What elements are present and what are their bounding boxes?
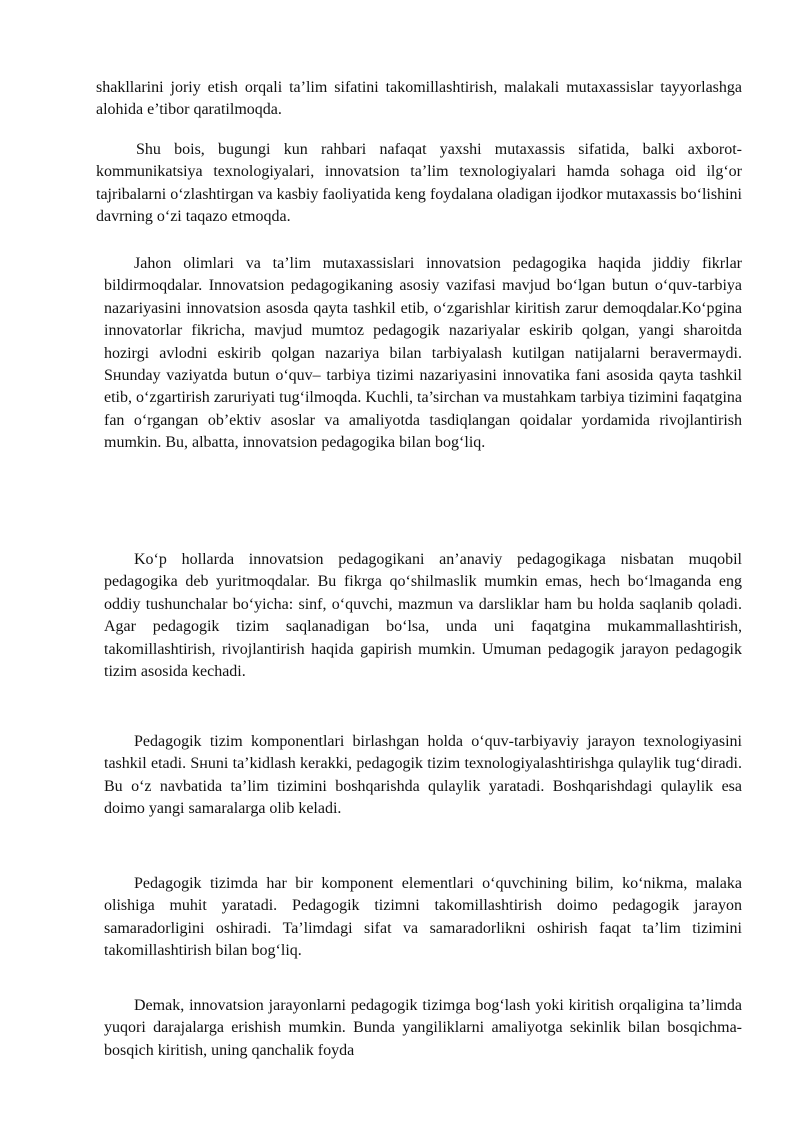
paragraph-5: Pedagogik tizim komponentlari birlashgan holda o‘quv-tarbiyaviy jarayon texnologiyasini tashkil etadi. Sнuni ta’kidlash kerakki, pedagogik tizim texnologiyalashtirishga qulaylik tug‘diradi. Bu o‘z navbatida ta’lim tizimini boshqarishda qulaylik yaratadi. Boshqarishdagi qulaylik esa doimo yangi samaralarga olib keladi. xyxy=(104,733,742,818)
paragraph-6: Pedagogik tizimda har bir komponent elementlari o‘quvchining bilim, ko‘nikma, malaka olishiga muhit yaratadi. Pedagogik tizimni takomillashtirish doimo pedagogik jarayon samaradorligini oshiradi. Ta’limdagi sifat va samaradorlikni oshirish faqat ta’lim tizimini takomillashtirish bilan bog‘liq. xyxy=(104,875,742,960)
paragraph-2: Shu bois, bugungi kun rahbari nafaqat yaxshi mutaxassis sifatida, balki axborot-kommunikatsiya texnologiyalari, innovatsion ta’lim texnologiyalari hamda sohaga oid ilg‘or tajribalarni o‘zlashtirgan va kasbiy faoliyatida keng foydalana oladigan ijodkor mutaxassis bo‘lishini davrning o‘zi taqazo etmoqda. xyxy=(96,141,742,226)
paragraph-1: shakllarini joriy etish orqali ta’lim sifatini takomillashtirish, malakali mutaxassislar tayyorlashga alohida e’tibor qaratilmoqda. xyxy=(96,79,742,119)
paragraph-4: Ko‘p hollarda innovatsion pedagogikani an’anaviy pedagogikaga nisbatan muqobil pedagogika deb yuritmoqdalar. Bu fikrga qo‘shilmaslik mumkin emas, hech bo‘lmaganda eng oddiy tushunchalar bo‘yicha: sinf, o‘quvchi, mazmun va darsliklar ham bu holda saqlanib qoladi. Agar pedagogik tizim saqlanadigan bo‘lsa, unda uni faqatgina mukammallashtirish, takomillashtirish, rivojlantirish haqida gapirish mumkin. Umuman pedagogik jarayon pedagogik tizim asosida kechadi. xyxy=(104,551,742,681)
paragraph-3: Jahon olimlari va ta’lim mutaxassislari innovatsion pedagogika haqida jiddiy fikrlar bildirmoqdalar. Innovatsion pedagogikaning asosiy vazifasi mavjud bo‘lgan butun o‘quv-tarbiya nazariyasini innovatsion asosda qayta tashkil etib, o‘zgarishlar kiritish zarur demoqdalar.Ko‘pgina innovatorlar fikricha, mavjud mumtoz pedagogik nazariyalar eskirib qolgan, yangi sharoitda hozirgi avlodni eskirib qolgan nazariya bilan tarbiyalash kutilgan natijalarni beravermaydi. Sнunday vaziyatda butun o‘quv– tarbiya tizimi nazariyasini innovatika fani asosida qayta tashkil etib, o‘zgartirish zaruriyati tug‘ilmoqda. Kuchli, ta’sirchan va mustahkam tarbiya tizimini faqatgina fan o‘rgangan ob’ektiv asoslar va amaliyotda tasdiqlangan qoidalar yordamida rivojlantirish mumkin. Bu, albatta, innovatsion pedagogika bilan bog‘liq. xyxy=(104,255,742,452)
paragraph-7: Demak, innovatsion jarayonlarni pedagogik tizimga bog‘lash yoki kiritish orqaligina ta’limda yuqori darajalarga erishish mumkin. Bunda yangiliklarni amaliyotga sekinlik bilan bosqichma-bosqich kiritish, uning qanchalik foyda xyxy=(104,997,742,1059)
